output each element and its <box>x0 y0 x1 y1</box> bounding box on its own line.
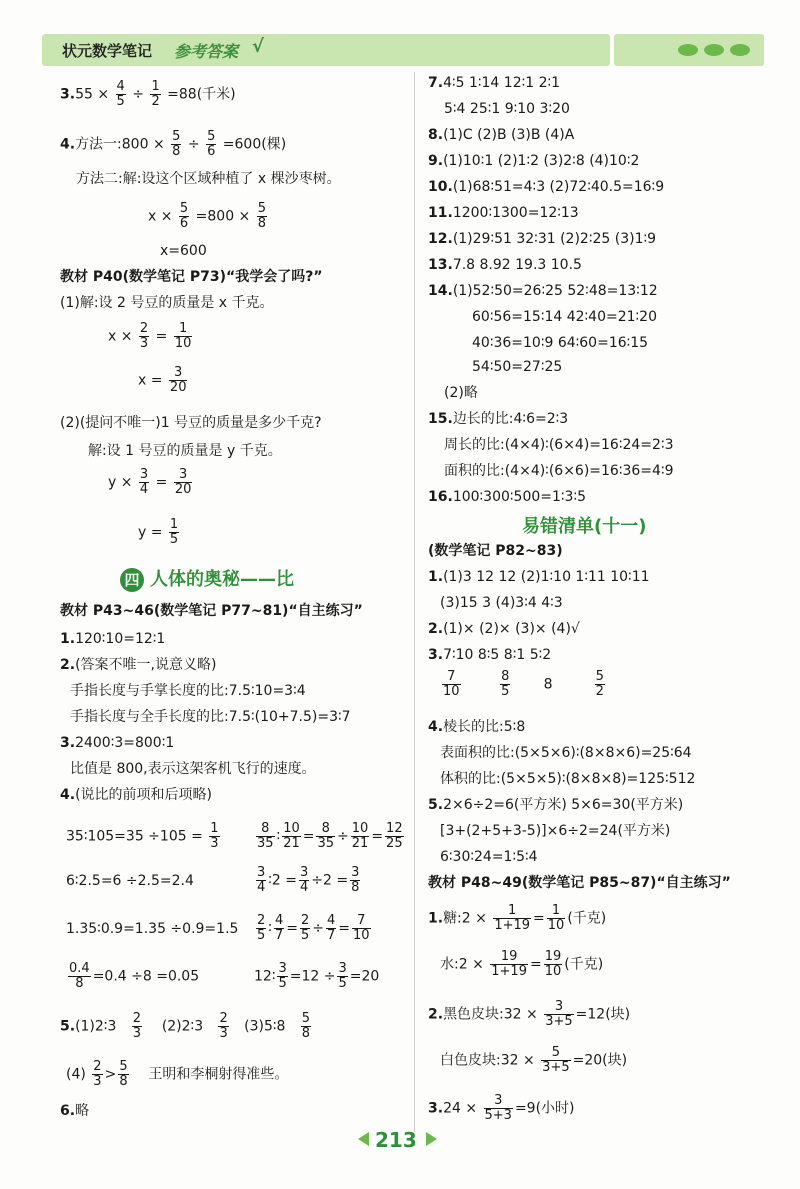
section-title: 四 人体的奥秘——比 <box>120 565 294 592</box>
dot-icon <box>704 44 724 56</box>
ratio-item: 35∶105=35 ÷105 = $\frac{1}{3}$ <box>66 821 219 851</box>
answer-line: 手指长度与全手长度的比:7.5∶(10+7.5)=3∶7 <box>70 709 351 725</box>
answer-line: 54∶50=27∶25 <box>472 359 563 375</box>
fraction-row: $\frac{7}{10}$ $\frac{8}{5}$ 8 $\frac{5}{2}$ <box>443 669 604 699</box>
answer-line: 白色皮块:32 × $\frac{5}{3+5}$ =20(块) <box>440 1045 628 1075</box>
answer-line: 15.边长的比:4∶6=2∶3 <box>428 411 569 427</box>
check-icon: √ <box>252 36 265 57</box>
answer-line: 3.7∶10 8∶5 8∶1 5∶2 <box>428 647 552 663</box>
answer-line: 1.120∶10=12∶1 <box>60 631 166 647</box>
answer-line: (2)(提问不唯一)1 号豆的质量是多少千克? <box>60 415 322 431</box>
answer-line: 1.(1)3 12 12 (2)1∶10 1∶11 10∶11 <box>428 569 650 585</box>
ratio-item: 12∶ $\frac{3}{5}$ =12 ÷ $\frac{3}{5}$ =20 <box>254 961 380 991</box>
answer-line: (3)15 3 (4)3∶4 4∶3 <box>440 595 563 611</box>
ratio-item: 1.35∶0.9=1.35 ÷0.9=1.5 <box>66 921 239 937</box>
answer-line: 面积的比:(4×4)∶(6×6)=16∶36=4∶9 <box>444 463 674 479</box>
answer-line: 4.(说比的前项和后项略) <box>60 787 212 803</box>
answer-line: 3.24 × $\frac{3}{5+3}$ =9(小时) <box>428 1093 575 1123</box>
answer-line: 表面积的比:(5×5×6)∶(8×8×6)=25∶64 <box>440 745 692 761</box>
answer-line: 3.55 × $\frac{4}{5}$ ÷ $\frac{1}{2}$ =88(千米) <box>60 79 236 109</box>
answer-line: 5∶4 25∶1 9∶10 3∶20 <box>444 101 570 117</box>
answer-line: 2.(1)× (2)× (3)× (4)√ <box>428 621 580 637</box>
section-subheading: 教材 P40(数学笔记 P73)“我学会了吗?” <box>60 269 323 285</box>
answer-line: (2)略 <box>444 385 478 401</box>
answer-line: (4) $\frac{2}{3}$ > $\frac{5}{8}$ 王明和李桐射得准些。 <box>66 1059 289 1089</box>
answer-line: 13.7.8 8.92 19.3 10.5 <box>428 257 582 273</box>
answer-line: 4.棱长的比:5∶8 <box>428 719 526 735</box>
answer-line: 8.(1)C (2)B (3)B (4)A <box>428 127 575 143</box>
ratio-item: 6∶2.5=6 ÷2.5=2.4 <box>66 873 194 889</box>
answer-line: 5.2×6÷2=6(平方米) 5×6=30(平方米) <box>428 797 684 813</box>
answer-line: 6.略 <box>60 1103 90 1119</box>
answer-line: 10.(1)68∶51=4∶3 (2)72∶40.5=16∶9 <box>428 179 665 195</box>
answer-line: 1.糖:2 × $\frac{1}{1+19}$ = $\frac{1}{10}$ (千克) <box>428 903 607 933</box>
book-title: 状元数学笔记 <box>62 42 153 60</box>
dot-icon <box>730 44 750 56</box>
answer-line: 14.(1)52∶50=26∶25 52∶48=13∶12 <box>428 283 658 299</box>
answer-line: 比值是 800,表示这架客机飞行的速度。 <box>70 761 316 777</box>
answer-line: 手指长度与手掌长度的比:7.5∶10=3∶4 <box>70 683 306 699</box>
dot-icon <box>678 44 698 56</box>
answer-line: 11.1200∶1300=12∶13 <box>428 205 579 221</box>
equation-line: x=600 <box>160 243 207 259</box>
page-number: 213 <box>375 1128 417 1152</box>
answer-line: 6∶30∶24=1∶5∶4 <box>440 849 538 865</box>
prev-page-arrow-icon <box>358 1132 369 1146</box>
answer-line: 方法二:解:设这个区域种植了 x 棵沙枣树。 <box>76 171 341 187</box>
answer-line: 60∶56=15∶14 42∶40=21∶20 <box>472 309 658 325</box>
answer-line: 12.(1)29∶51 32∶31 (2)2∶25 (3)1∶9 <box>428 231 657 247</box>
ratio-item: $\frac{2}{5}$ ∶ $\frac{4}{7}$ = $\frac{2}{5}$ ÷ $\frac{4}{7}$ = $\frac{7}{10}$ <box>257 913 370 943</box>
page-header <box>42 34 764 66</box>
ratio-item: $\frac{0.4}{8}$ =0.4 ÷8 =0.05 <box>69 961 200 991</box>
answer-line: 4.方法一:800 × $\frac{5}{8}$ ÷ $\frac{5}{6}$ =600(棵) <box>60 129 287 159</box>
equation-line: y = $\frac{1}{5}$ <box>138 517 179 547</box>
equation-line: x = $\frac{3}{20}$ <box>138 365 187 395</box>
column-divider <box>414 72 415 1132</box>
answer-line: 周长的比:(4×4)∶(6×4)=16∶24=2∶3 <box>444 437 674 453</box>
answer-line: 5.(1)2∶3 $\frac{2}{3}$ (2)2∶3 $\frac{2}{3}$ (3)5∶8 $\frac{5}{8}$ <box>60 1011 311 1041</box>
answer-line: [3+(2+5+3-5)]×6÷2=24(平方米) <box>440 823 671 839</box>
answer-line: 16.100∶300∶500=1∶3∶5 <box>428 489 587 505</box>
header-subtitle: 参考答案 <box>174 42 239 61</box>
answer-line: (1)解:设 2 号豆的质量是 x 千克。 <box>60 295 274 311</box>
section-subheading: 教材 P48~49(数学笔记 P85~87)“自主练习” <box>428 875 731 891</box>
next-page-arrow-icon <box>426 1132 437 1146</box>
answer-line: 水:2 × $\frac{19}{1+19}$ = $\frac{19}{10}$ (千克) <box>440 949 604 979</box>
section-badge: 四 <box>120 568 144 592</box>
ratio-item: $\frac{3}{4}$ ∶2 = $\frac{3}{4}$ ÷2 = $\frac{3}{8}$ <box>257 865 360 895</box>
answer-line: 3.2400∶3=800∶1 <box>60 735 175 751</box>
equation-line: x × $\frac{5}{6}$ =800 × $\frac{5}{8}$ <box>148 201 267 231</box>
equation-line: y × $\frac{3}{4}$ = $\frac{3}{20}$ <box>108 467 192 497</box>
answer-line: 体积的比:(5×5×5)∶(8×8×8)=125∶512 <box>440 771 696 787</box>
answer-line: 40∶36=10∶9 64∶60=16∶15 <box>472 335 649 351</box>
answer-line: 2.黑色皮块:32 × $\frac{3}{3+5}$ =12(块) <box>428 999 631 1029</box>
section-subheading: 教材 P43~46(数学笔记 P77~81)“自主练习” <box>60 603 363 619</box>
answer-line: 2.(答案不唯一,说意义略) <box>60 657 217 673</box>
section-title: 易错清单(十一) <box>522 516 647 537</box>
section-subheading: (数学笔记 P82~83) <box>428 543 563 559</box>
ratio-item: $\frac{8}{35}$ ∶ $\frac{10}{21}$ = $\frac{8}{35}$ ÷ $\frac{10}{21}$ = $\frac{12}{25}$ <box>257 821 403 851</box>
answer-line: 9.(1)10∶1 (2)1∶2 (3)2∶8 (4)10∶2 <box>428 153 640 169</box>
answer-line: 解:设 1 号豆的质量是 y 千克。 <box>88 443 282 459</box>
answer-line: 7.4∶5 1∶14 12∶1 2∶1 <box>428 75 561 91</box>
equation-line: x × $\frac{2}{3}$ = $\frac{1}{10}$ <box>108 321 192 351</box>
